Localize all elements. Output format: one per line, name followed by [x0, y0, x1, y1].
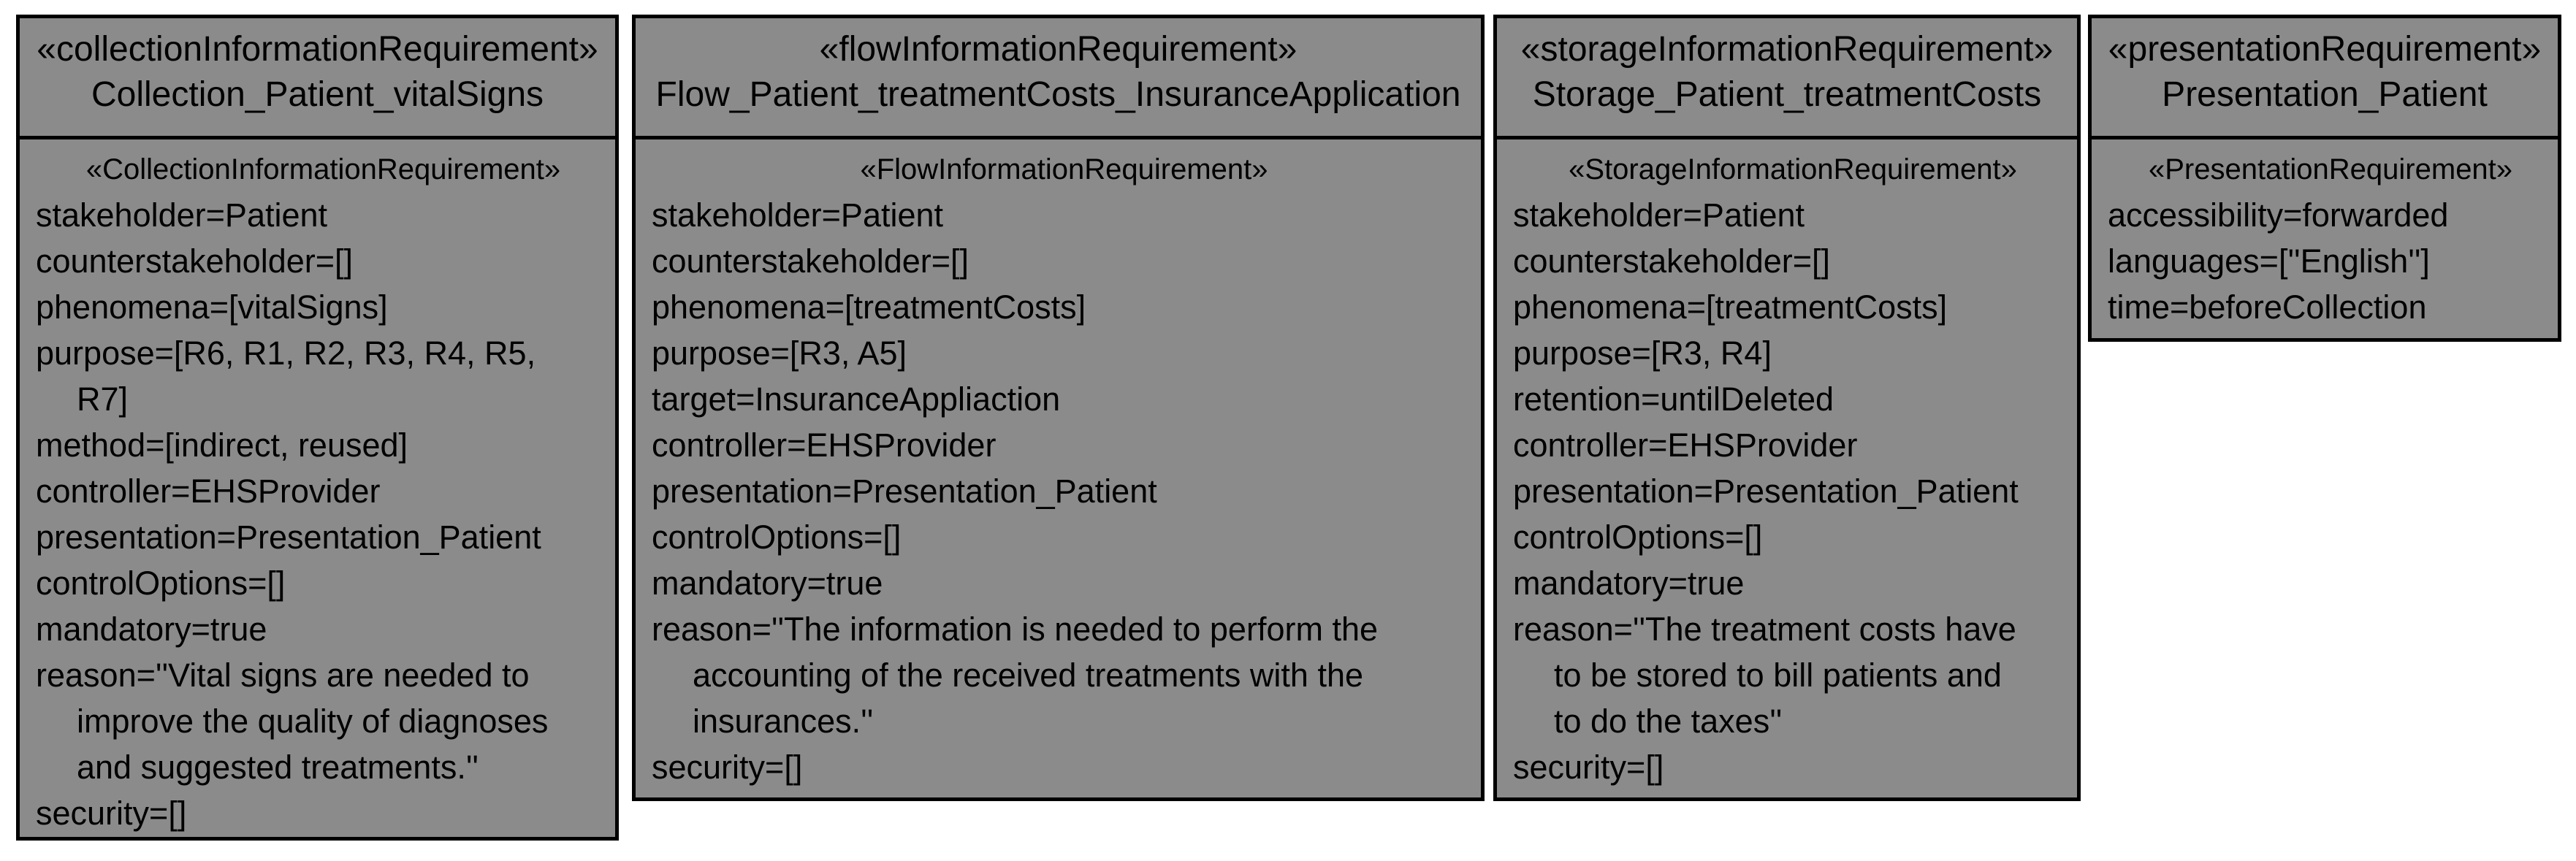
attribute-text: presentation=Presentation_Patient	[652, 472, 1157, 510]
attribute-text: controlOptions=[]	[652, 518, 902, 556]
attribute-text: mandatory=true	[652, 565, 883, 602]
attribute-line	[652, 560, 1476, 606]
attribute-line	[1513, 514, 2073, 560]
attribute-text: reason=''Vital signs are needed to	[36, 657, 530, 694]
class-stereotype: «collectionInformationRequirement»	[37, 30, 598, 69]
class-name: Flow_Patient_treatmentCosts_InsuranceApplication	[655, 75, 1461, 114]
attribute-text: accessibility=forwarded	[2108, 196, 2449, 234]
attribute-text: phenomena=[vitalSigns]	[36, 288, 388, 326]
attribute-text: phenomena=[treatmentCosts]	[1513, 288, 1948, 326]
attribute-text: method=[indirect, reused]	[36, 426, 408, 464]
class-box-flow-patient-treatmentcosts-insuranceapplication[interactable]	[632, 15, 1485, 801]
attribute-text: controller=EHSProvider	[36, 472, 381, 510]
attribute-text: purpose=[R6, R1, R2, R3, R4, R5,	[36, 334, 536, 372]
attribute-line	[36, 514, 611, 560]
attribute-text: security=[]	[1513, 749, 1664, 786]
class-name: Collection_Patient_vitalSigns	[91, 75, 544, 114]
attribute-text: stakeholder=Patient	[1513, 196, 1805, 234]
class-box-storage-patient-treatmentcosts[interactable]	[1493, 15, 2081, 801]
attribute-line	[1513, 422, 2073, 468]
attribute-line	[652, 514, 1476, 560]
attributes-stereotype: «PresentationRequirement»	[2148, 153, 2513, 185]
attribute-line	[652, 238, 1476, 284]
attributes-stereotype: «StorageInformationRequirement»	[1569, 153, 2017, 185]
class-header	[1497, 18, 2077, 139]
attribute-text: controlOptions=[]	[1513, 518, 1763, 556]
attribute-line	[1513, 606, 2073, 744]
attribute-line	[652, 606, 1476, 744]
attribute-text: controller=EHSProvider	[1513, 426, 1858, 464]
class-stereotype: «presentationRequirement»	[2108, 30, 2542, 69]
attribute-text: reason=''The treatment costs have	[1513, 611, 2016, 648]
attribute-text: counterstakeholder=[]	[1513, 242, 1831, 280]
attribute-continuation: insurances.''	[693, 703, 874, 740]
class-header	[2092, 18, 2558, 139]
attribute-text: counterstakeholder=[]	[36, 242, 354, 280]
class-stereotype: «storageInformationRequirement»	[1520, 30, 2054, 69]
attribute-line	[36, 606, 611, 652]
class-attributes	[636, 151, 1481, 790]
attribute-line	[36, 284, 611, 330]
attribute-text: counterstakeholder=[]	[652, 242, 969, 280]
class-name: Presentation_Patient	[2162, 75, 2488, 114]
attribute-continuation: accounting of the received treatments with the	[693, 657, 1364, 694]
attribute-line	[1513, 330, 2073, 376]
attribute-continuation: to be stored to bill patients and	[1554, 657, 2002, 694]
class-attributes	[2092, 151, 2558, 330]
attribute-text: stakeholder=Patient	[36, 196, 328, 234]
class-box-collection-patient-vitalsigns[interactable]	[16, 15, 619, 841]
attribute-text: presentation=Presentation_Patient	[1513, 472, 2019, 510]
attribute-line	[1513, 192, 2073, 238]
class-attributes	[20, 151, 615, 836]
attribute-text: reason=''The information is needed to perform the	[652, 611, 1378, 648]
attribute-text: time=beforeCollection	[2108, 288, 2427, 326]
class-name: Storage_Patient_treatmentCosts	[1532, 75, 2042, 114]
attribute-line	[36, 652, 611, 790]
attribute-line	[1513, 238, 2073, 284]
attribute-continuation: R7]	[77, 380, 129, 418]
attribute-line	[36, 330, 611, 422]
attribute-text: purpose=[R3, A5]	[652, 334, 907, 372]
attribute-text: purpose=[R3, R4]	[1513, 334, 1772, 372]
attributes-stereotype: «CollectionInformationRequirement»	[85, 153, 561, 185]
attribute-line	[1513, 468, 2073, 514]
attribute-text: phenomena=[treatmentCosts]	[652, 288, 1086, 326]
attribute-line	[36, 468, 611, 514]
attribute-line	[2108, 238, 2553, 284]
attribute-continuation: and suggested treatments.''	[77, 749, 479, 786]
attribute-line	[652, 744, 1476, 790]
class-stereotype: «flowInformationRequirement»	[819, 30, 1297, 69]
attribute-text: stakeholder=Patient	[652, 196, 944, 234]
attribute-text: mandatory=true	[36, 611, 267, 648]
class-header	[636, 18, 1481, 139]
class-attributes	[1497, 151, 2077, 790]
attribute-continuation: improve the quality of diagnoses	[77, 703, 549, 740]
attribute-continuation: to do the taxes''	[1554, 703, 1783, 740]
attribute-text: security=[]	[36, 795, 187, 832]
attribute-line	[1513, 744, 2073, 790]
attribute-text: presentation=Presentation_Patient	[36, 518, 541, 556]
attribute-text: mandatory=true	[1513, 565, 1745, 602]
attribute-line	[2108, 192, 2553, 238]
attribute-text: controller=EHSProvider	[652, 426, 997, 464]
attribute-line	[652, 284, 1476, 330]
attribute-line	[652, 422, 1476, 468]
attribute-line	[652, 330, 1476, 376]
attribute-text: controlOptions=[]	[36, 565, 286, 602]
attribute-text: security=[]	[652, 749, 803, 786]
attribute-text: languages=[''English'']	[2108, 242, 2430, 280]
attribute-line	[652, 468, 1476, 514]
class-header	[20, 18, 615, 139]
attribute-line	[36, 560, 611, 606]
attribute-line	[1513, 560, 2073, 606]
attribute-line	[1513, 376, 2073, 422]
attribute-line	[652, 192, 1476, 238]
attribute-text: retention=untilDeleted	[1513, 380, 1834, 418]
attribute-line	[36, 422, 611, 468]
class-box-presentation-patient[interactable]	[2088, 15, 2561, 342]
attribute-text: target=InsuranceAppliaction	[652, 380, 1061, 418]
attribute-line	[2108, 284, 2553, 330]
attribute-line	[36, 192, 611, 238]
attribute-line	[36, 790, 611, 836]
attribute-line	[652, 376, 1476, 422]
attributes-stereotype: «FlowInformationRequirement»	[860, 153, 1268, 185]
attribute-line	[36, 238, 611, 284]
attribute-line	[1513, 284, 2073, 330]
